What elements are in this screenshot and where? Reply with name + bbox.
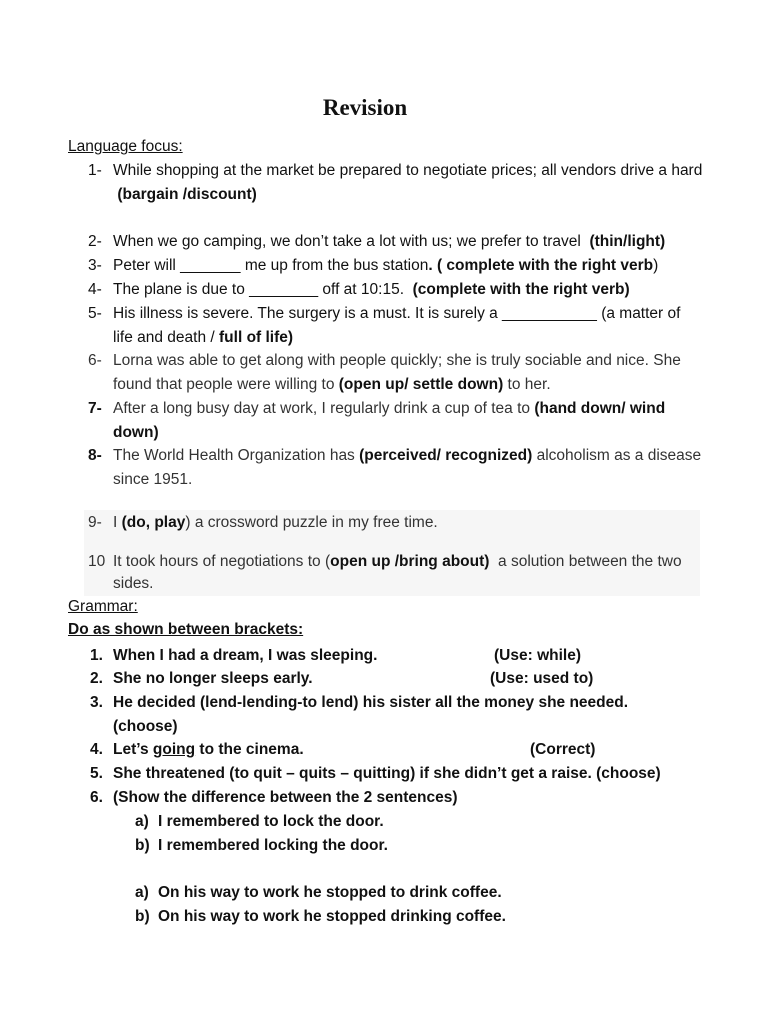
language-focus-heading: Language focus: xyxy=(68,138,183,155)
pair-1-a: a) I remembered to lock the door. xyxy=(135,813,384,830)
language-item-3: 3- Peter will _______ me up from the bus station. ( complete with the right verb) xyxy=(88,257,659,274)
grammar-heading: Grammar: xyxy=(68,598,138,615)
language-item-9: 9- I (do, play) a crossword puzzle in my free time. xyxy=(88,514,438,531)
language-item-4: 4- The plane is due to ________ off at 10:15. (complete with the right verb) xyxy=(88,281,630,298)
grammar-item-1: 1. When I had a dream, I was sleeping. (Use: while) xyxy=(88,644,708,668)
pair-2-b: b) On his way to work he stopped drinking coffee. xyxy=(135,908,506,925)
grammar-hint-1: (Use: while) xyxy=(494,647,581,664)
grammar-subheading: Do as shown between brackets: xyxy=(68,621,304,638)
grammar-item-4: 4. Let’s going to the cinema. (Correct) xyxy=(88,738,708,762)
language-item-8: 8- The World Health Organization has (perceived/ recognized) alcoholism as a disease since 1951. xyxy=(88,447,702,488)
language-item-7: 7- After a long busy day at work, I regularly drink a cup of tea to (hand down/ wind down) xyxy=(88,400,666,441)
language-item-5: 5- His illness is severe. The surgery is a must. It is surely a ___________ (a matter of life and death / full of life) xyxy=(88,305,681,346)
grammar-hint-2: (Use: used to) xyxy=(490,670,594,687)
grammar-hint-4: (Correct) xyxy=(530,741,596,758)
pair-2-a: a) On his way to work he stopped to drink coffee. xyxy=(135,884,502,901)
page-title: Revision xyxy=(322,95,408,120)
pair-1-b: b) I remembered locking the door. xyxy=(135,837,388,854)
language-item-6: 6- Lorna was able to get along with people quickly; she is truly sociable and nice. She found that people were willing to (open up/ settle down) to her. xyxy=(88,352,681,393)
language-item-1: 1- While shopping at the market be prepared to negotiate prices; all vendors drive a hard (bargain /discount) xyxy=(88,162,703,203)
language-item-10: 10 It took hours of negotiations to (open up /bring about) a solution between the two sides. xyxy=(88,553,682,592)
grammar-item-6: 6. (Show the difference between the 2 sentences) xyxy=(90,789,458,806)
grammar-item-2: 2. She no longer sleeps early. (Use: used to) xyxy=(88,667,708,691)
grammar-item-3: 3. He decided (lend-lending-to lend) his sister all the money she needed. (choose) xyxy=(90,694,629,735)
language-item-2: 2- When we go camping, we don’t take a lot with us; we prefer to travel (thin/light) xyxy=(88,233,666,250)
grammar-item-5: 5. She threatened (to quit – quits – quitting) if she didn’t get a raise. (choose) xyxy=(90,765,661,782)
